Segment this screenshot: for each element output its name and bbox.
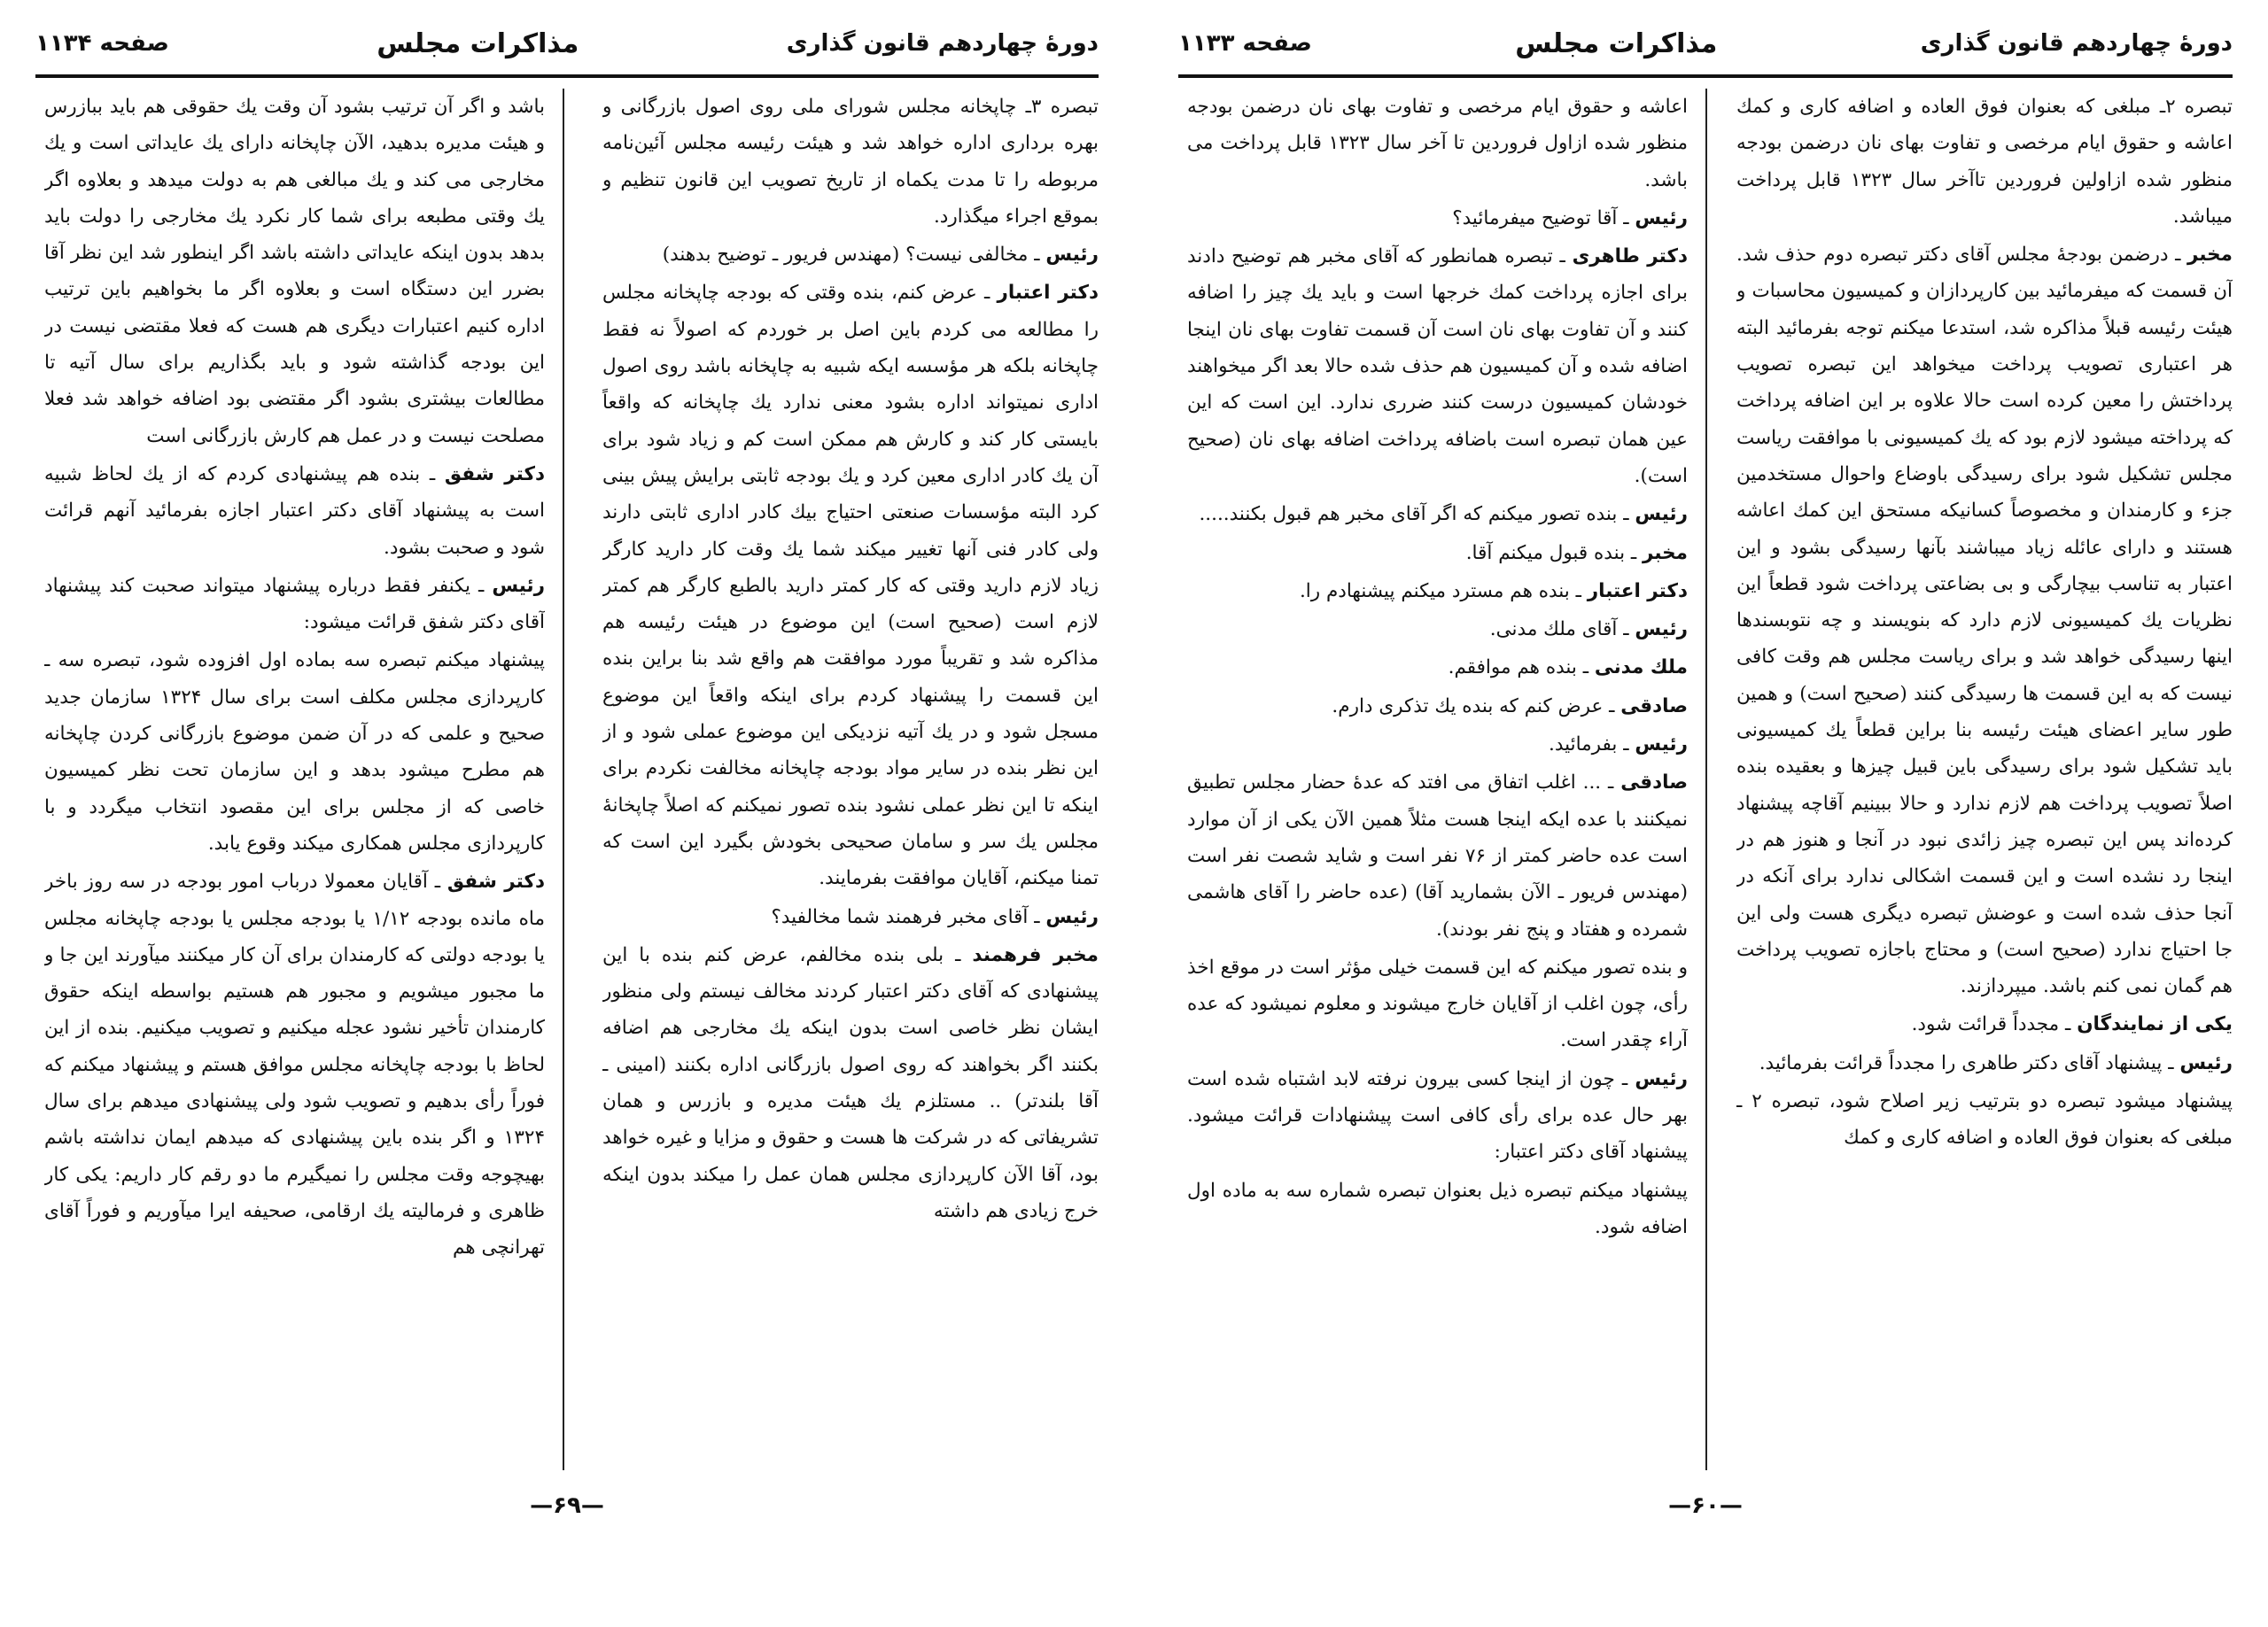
paragraph (1187, 649, 1688, 686)
paragraph-text: ـ عرض کنم، بنده وقتی که بودجه چاپخانه مجلس را مطالعه می کردم باین اصل بر خوردم که اصولاً نه فقط چاپخانه بلکه هر مؤسسه ایکه شبیه به چاپخانه باشد روی اصول اداری نمیتواند اداره بشود معنی ندارد یك چاپخانه که واقعاً بایستی کار کند و کارش هم ممکن است کم و زیاد شود برای آن یك کادر اداری معین کرد و یك بودجه ثابتی برایش پیش بینی کرد البته مؤسسات صنعتی احتیاج بیك کادر اداری ثابتی دارند ولی کادر فنی آنها تغییر میکند شما یك وقت کار دارید کارگر زیاد لازم دارید وقتی که کار کمتر دارید بالطبع کارگر هم کمتر لازم است (صحیح است) این موضوع در هیئت رئیسه هم مذاکره شد و تقریباً مورد موافقت هم واقع شد بنا براین بنده این قسمت را پیشنهاد کردم برای اینکه واقعاً این موضوع مسجل شود و در یك آتیه نزدیکی این موضوع عملی شود و از این نظر بنده در سایر مواد بودجه چاپخانه مخالفت نکردم برای اینکه تا این نظر عملی نشود بنده تصور نمیکنم که اصلاً چاپخانهٔ مجلس یك سر و سامان صحیحی بخودش بگیرد این است که تمنا میکنم، آقایان موافقت بفرمایند. (602, 282, 1099, 890)
speaker-name: رئیس (1635, 206, 1688, 229)
paragraph (44, 864, 545, 1266)
speaker-name: صادقی (1620, 771, 1688, 794)
paragraph (1187, 949, 1688, 1059)
folio-number: —۶۰— (1668, 1492, 1743, 1519)
left-page (35, 0, 1099, 1627)
paragraph (44, 568, 545, 641)
paragraph (1187, 726, 1688, 763)
paragraph-text: ـ بنده هم موافقم. (1448, 656, 1588, 679)
speaker-name: دکتر طاهری (1572, 245, 1688, 268)
paragraph (44, 456, 545, 566)
speaker-name: مخبر فرهمند (972, 943, 1099, 966)
paragraph-text: ـ بلی بنده مخالفم، عرض کنم بنده با این پیشنهادی که آقای دکتر اعتبار کردند مخالف نیستم ولی منظور ایشان نظر خاصی است بدون اینکه یك مخارجی هم اضافه بکنند اگر بخواهند که روی اصول بازرگانی اداره بکنند (امینی ـ آقا بلندتر) .. مستلزم یك هیئت مدیره و بازرس و همان تشریفاتی که در شرکت ها هست و حقوق و مزایا و غیره خواهد بود، آقا الآن کارپردازی مجلس همان عمل را میکند بدون اینکه خرج زیادی هم داشته (602, 943, 1099, 1222)
paragraph (1736, 1045, 2233, 1081)
paragraph-text: ـ آقای مخبر فرهمند شما مخالفید؟ (771, 905, 1040, 928)
speaker-name: رئیس (1045, 244, 1099, 267)
paragraph-text: ـ عرض کنم که بنده یك تذکری دارم. (1332, 694, 1615, 717)
paragraph-text: ـ مخالفی نیست؟ (مهندس فریور ـ توضیح بدهند) (662, 244, 1040, 267)
paragraph-text: ـ آقای ملك مدنی. (1489, 618, 1629, 641)
header-series: دورهٔ چهاردهم قانون گذاری (786, 30, 1099, 57)
paragraph-text: ـ ... اغلب اتفاق می افتد که عدهٔ حضار مجلس تطبیق نمیکنند با عده ایکه اینجا هست مثلاً همین الآن یکی از آن موارد است عده حاضر کمتر از ۷۶ نفر است و شاید شصت نفر است (مهندس فریور ـ الآن بشمارید آقا) (عده حاضر را آقای هاشمی شمرده و هفتاد و پنج نفر بودند). (1187, 771, 1688, 941)
paragraph-text: اعاشه و حقوق ایام مرخصی و تفاوت بهای نان درضمن بودجه منظور شده ازاول فروردین تا آخر سال ۱۳۲۳ قابل پرداخت می باشد. (1187, 96, 1688, 191)
paragraph (1736, 236, 2233, 1004)
paragraph (1187, 535, 1688, 571)
speaker-name: صادقی (1620, 694, 1688, 717)
paragraph-text: باشد و اگر آن ترتیب بشود آن وقت یك حقوقی هم باید ببازرس و هیئت مدیره بدهید، الآن چاپخانه دارای یك عایداتی است و یك مخارجی می کند و یك مبالغی هم به دولت میدهد و بعلاوه اگر یك وقتی مطبعه برای شما کار نکرد یك مخارجی را دولت باید بدهد بدون اینکه عایداتی داشته باشد اگر اینطور شد این نظر آقا بضرر این دستگاه است و بعلاوه اگر ما بخواهیم باین ترتیب اداره کنیم اعتبارات دیگری هم هست که فعلا مقتضی نیست در این بودجه گذاشته شود و باید بگذاریم برای سال آتیه تا مطالعات بیشتری بشود اگر مقتضی بود اضافه خواهد شد فعلا مصلحت نیست و در عمل هم کارش بازرگانی است (44, 96, 545, 447)
speaker-name: رئیس (1045, 905, 1099, 928)
text-column-right (1736, 89, 2233, 1475)
speaker-name: دکتر شفق (444, 462, 545, 485)
speaker-name: رئیس (2179, 1051, 2233, 1074)
speaker-name: رئیس (492, 574, 545, 597)
header-rule (35, 74, 1099, 78)
paragraph-text: ـ آقا توضیح میفرمائید؟ (1452, 206, 1629, 229)
paragraph-text: ـ بنده هم مسترد میکنم پیشنهادم را. (1299, 579, 1581, 602)
speaker-name: یکی از نمایندگان (2077, 1013, 2233, 1036)
header-title: مذاکرات مجلس (377, 27, 579, 59)
folio-number: —۶۹— (530, 1492, 604, 1519)
paragraph-text: ـ درضمن بودجهٔ مجلس آقای دکتر تبصره دوم حذف شد. آن قسمت که میفرمائید بین کارپردازان و کمیسیون محاسبات و هیئت رئیسه قبلاً مذاکره شد، استدعا میکنم توجه بفرمائید البته هر اعتباری تصویب پرداخت میخواهد این تبصره تصویب پرداختش را معین کرده است حالا علاوه بر این اضافه پرداخت که پرداخته میشود لازم بود که یك کمیسیونی با موافقت ریاست مجلس تشکیل شود برای رسیدگی باوضاع واحوال مستخدمین جزء و کارمندان و مخصوصاً کسانیکه مستحق این کمك اعاشه هستند و دارای عائله زیاد میباشند بآنها رسیدگی بشود و این اعتبار به تناسب بیچارگی و بی بضاعتی پرداخت شود قطعاً این نظریات یك کمیسیونی لازم دارد که بنویسند و چه نتوبسندها اینها رسیدگی خواهد شد و برای ریاست مجلس هم وقت کافی نیست که به این قسمت ها رسیدگی کنند (صحیح است) و همین طور سایر اعضای هیئت رئیسه بنا براین قطعاً یك کمیسیونی باید تشکیل شود برای رسیدگی باین قبیل چیزها و بعقیده بنده اصلاً تصویب پرداخت هم لازم ندارد و حالا ببینیم آقاچه پیشنهاد کرده‌اند پس این تبصره چیز زائدی نبود در آنجا و هنوز هم در اینجا رد نشده است و این قسمت اشکالی ندارد برای آنکه در آنجا حذف شده است و عوضش تبصره دیگری هست ولی این جا احتیاج ندارد (صحیح است) و محتاج باجازه تصویب پرداخت هم گمان نمی کنم باشد. میپردازند. (1736, 244, 2233, 998)
speaker-name: مخبر (1643, 541, 1688, 564)
text-column-left (44, 89, 545, 1475)
paragraph (602, 89, 1099, 235)
paragraph-text: ـ یکنفر فقط درباره پیشنهاد میتواند صحبت کند پیشنهاد آقای دکتر شفق قرائت میشود: (44, 574, 545, 634)
speaker-name: ملك مدنی (1594, 656, 1688, 679)
page-header (35, 16, 1099, 71)
paragraph-text: تبصره ۲ـ مبلغی که بعنوان فوق العاده و اضافه کاری و کمك اعاشه و حقوق ایام مرخصی و تفاوت بهای نان درضمن بودجه منظور شده ازاولین فروردین تاآخر سال ۱۳۲۳ قابل پرداخت میباشد. (1736, 96, 2233, 228)
paragraph-text: ـ آقایان معمولا درباب امور بودجه در سه روز باخر ماه مانده بودجه ۱/۱۲ یا بودجه مجلس یا بودجه چاپخانه مجلس یا بودجه دولتی که کارمندان برای آن کار میکنند میآورند این جا و ما مجبور میشویم و مجبور هم هستیم بواسطه اینکه حقوق کارمندان تأخیر نشود عجله میکنیم و تصویب میکنیم. بنده از این لحاظ با بودجه چاپخانه مجلس موافق هستم و پیشنهاد میکنم که فوراً رأی بدهیم و تصویب شود ولی پیشنهادی میدهم برای سال ۱۳۲۴ و اگر بنده باین پیشنهادی که میدهم ایمان نداشته باشم بهیچوجه وقت مجلس را نمیگیرم ما دو رقم کار داریم: یکی کار ظاهری و فرمالیته یك ارقامی، صحیفه ایرا میآوریم و فوراً آقای تهرانچی هم (44, 871, 545, 1259)
paragraph-text: ـ بفرمائید. (1549, 733, 1629, 756)
paragraph (1187, 200, 1688, 236)
paragraph (1736, 89, 2233, 235)
text-column-left (1187, 89, 1688, 1475)
paragraph-text: ـ مجدداً قرائت شود. (1911, 1013, 2071, 1036)
paragraph (1187, 1061, 1688, 1171)
speaker-name: مخبر (2187, 244, 2233, 267)
header-page-number: صفحه ۱۱۳۳ (1178, 30, 1312, 57)
paragraph (602, 275, 1099, 896)
paragraph-text: ـ بنده تصور میکنم که اگر آقای مخبر هم قبول بکنند..... (1199, 503, 1629, 526)
header-rule (1178, 74, 2233, 78)
paragraph (44, 642, 545, 862)
right-page (1178, 0, 2233, 1627)
text-column-right (602, 89, 1099, 1475)
paragraph-text: ـ پیشنهاد آقای دکتر طاهری را مجدداً قرائت بفرمائید. (1759, 1051, 2174, 1074)
header-title: مذاکرات مجلس (1515, 27, 1718, 59)
paragraph (44, 89, 545, 454)
paragraph-text: ـ بنده قبول میکنم آقا. (1465, 541, 1637, 564)
paragraph-text: پیشنهاد میشود تبصره دو بترتیب زیر اصلاح شود، تبصره ۲ ـ مبلغی که بعنوان فوق العاده و اضافه کاری و کمك (1736, 1090, 2233, 1150)
paragraph (1187, 573, 1688, 609)
paragraph (1736, 1006, 2233, 1042)
paragraph (1187, 238, 1688, 494)
paragraph-text: ـ بنده هم پیشنهادی کردم که از یك لحاظ شبیه است به پیشنهاد آقای دکتر اعتبار اجازه بفرمائید آنهم قرائت شود و صحبت بشود. (44, 462, 545, 559)
paragraph-text: پیشنهاد میکنم تبصره ذیل بعنوان تبصره شماره سه به ماده اول اضافه شود. (1187, 1179, 1688, 1238)
paragraph (1736, 1083, 2233, 1157)
speaker-name: دکتر اعتبار (1587, 579, 1688, 602)
paragraph (1187, 764, 1688, 947)
paragraph (1187, 688, 1688, 724)
speaker-name: رئیس (1635, 618, 1688, 641)
page-header (1178, 16, 2233, 71)
header-series: دورهٔ چهاردهم قانون گذاری (1920, 30, 2233, 57)
paragraph (1187, 1173, 1688, 1246)
paragraph (602, 899, 1099, 935)
speaker-name: دکتر شفق (447, 871, 545, 894)
header-page-number: صفحه ۱۱۳۴ (35, 30, 169, 57)
paragraph (1187, 496, 1688, 532)
paragraph (602, 236, 1099, 273)
paragraph (602, 937, 1099, 1229)
column-divider (563, 89, 564, 1470)
paragraph (1187, 611, 1688, 647)
speaker-name: رئیس (1635, 733, 1688, 756)
paragraph-text: ـ تبصره همانطور که آقای مخبر هم توضیح دادند برای اجازه پرداخت کمك خرجها است و باید یك چیز را اضافه کنند و آن تفاوت بهای نان است آن قسمت تفاوت بهای نان اینجا اضافه شده و آن کمیسیون هم حذف شده حالا بعد اگر میخواهند خودشان کمیسیون درست کنند ضرری ندارد. این است که این عین همان تبصره است باضافه پرداخت اضافه بهای نان (صحیح است). (1187, 245, 1688, 487)
paragraph-text: تبصره ۳ـ چاپخانه مجلس شورای ملی روی اصول بازرگانی و بهره برداری اداره خواهد شد و هیئت رئیسه مجلس آئین‌نامه مربوطه را تا مدت یکماه از تاریخ تصویب این قانون تنظیم و بموقع اجراء میگذارد. (602, 96, 1099, 228)
column-divider (1705, 89, 1707, 1470)
speaker-name: رئیس (1635, 1067, 1688, 1090)
paragraph-text: و بنده تصور میکنم که این قسمت خیلی مؤثر است در موقع اخذ رأی، چون اغلب از آقایان خارج میشوند و معلوم نمیشود که عده آراء چقدر است. (1187, 956, 1688, 1052)
speaker-name: رئیس (1635, 503, 1688, 526)
paragraph-text: ـ چون از اینجا کسی بیرون نرفته لابد اشتباه شده است بهر حال عده برای رأی کافی است پیشنهادات قرائت میشود. پیشنهاد آقای دکتر اعتبار: (1187, 1067, 1688, 1164)
paragraph-text: پیشنهاد میکنم تبصره سه بماده اول افزوده شود، تبصره سه ـ کارپردازی مجلس مکلف است برای سال ۱۳۲۴ سازمان جدید صحیح و علمی که در آن ضمن موضوع بازرگانی کردن چاپخانه هم مطرح میشود بدهد و این سازمان تحت نظر کمیسیون خاصی که از مجلس برای این مقصود انتخاب میگردد و با کارپردازی مجلس همکاری میکند وقوع یابد. (44, 649, 545, 855)
speaker-name: دکتر اعتبار (997, 282, 1099, 305)
paragraph (1187, 89, 1688, 198)
